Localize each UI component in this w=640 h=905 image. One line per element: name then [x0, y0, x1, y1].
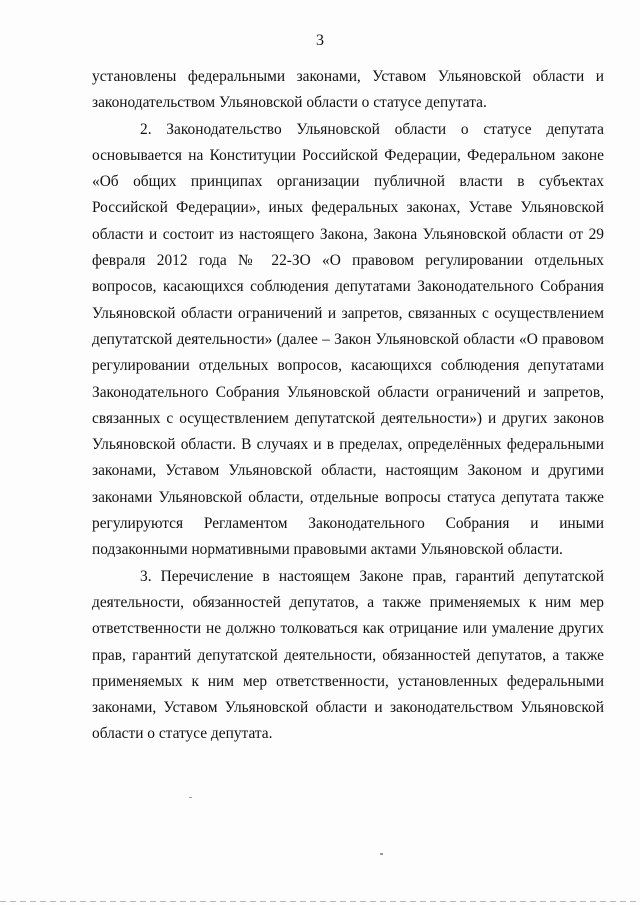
paragraph-continuation: установлены федеральными законами, Уставом Ульяновской области и законодательством Ульяновской области о статусе депутата. — [92, 68, 604, 112]
scan-edge-line — [0, 901, 640, 902]
scan-artifact-mark — [380, 853, 383, 855]
paragraph-2: 2. Законодательство Ульяновской области о статусе депутата основывается на Конституции Российской Федерации, Федеральном законе «Об общих принципах организации публичной власти в субъектах Российской Федерации», иных федеральных законах, Уставе Ульяновской области и состоит из настоящего Закона, Закона Ульяновской области от 29 февраля 2012 года № 22-ЗО «О правовом регулировании отдельных вопросов, касающихся соблюдения депутатами Законодательного Собрания Ульяновской области ограничений и запретов, связанных с осуществлением депутатской деятельности» (далее – Закон Ульяновской области «О правовом регулировании отдельных вопросов, касающихся соблюдения депутатами Законодательного Собрания Ульяновской области ограничений и запретов, связанных с осуществлением депутатской деятельности») и других законов Ульяновской области. В случаях и в пределах, определённых федеральными законами, Уставом Ульяновской области, настоящим Законом и другими законами Ульяновской области, отдельные вопросы статуса депутата также регулируются Регламентом Законодательного Собрания и иными подзаконными нормативными правовыми актами Ульяновской области. — [92, 120, 604, 559]
document-body — [92, 64, 604, 748]
paragraph-3: 3. Перечисление в настоящем Законе прав, гарантий депутатской деятельности, обязанностей депутатов, а также применяемых к ним мер ответственности не должно толковаться как отрицание или умаление других прав, гарантий депутатской деятельности, обязанностей депутатов, а также применяемых к ним мер ответственности, установленных федеральными законами, Уставом Ульяновской области и законодательством Ульяновской области о статусе депутата. — [92, 567, 604, 743]
scan-artifact-mark — [189, 797, 192, 798]
page-number: 3 — [316, 32, 324, 49]
